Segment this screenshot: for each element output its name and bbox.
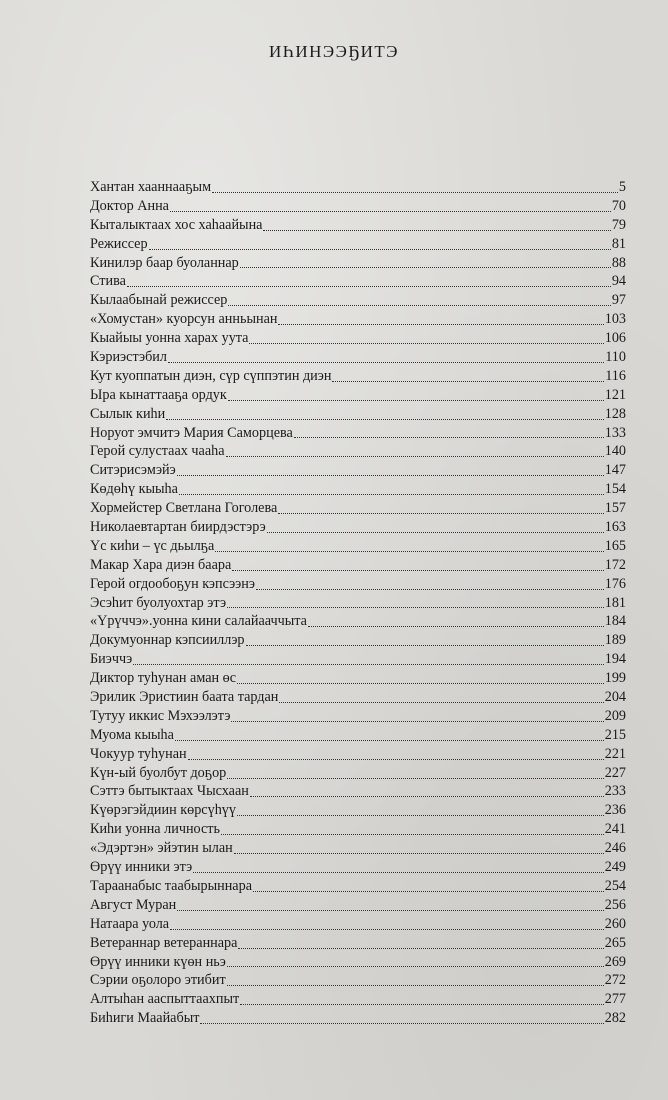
toc-entry-title: Кыайыы уонна харах уута [90,330,249,347]
toc-entry-title: Кыталыктаах хос хаһаайына [90,216,263,233]
toc-entry-title: Сэрии оҕолоро этибит [90,972,226,989]
toc-entry-title: Чокуур туһунан [90,745,187,762]
toc-entry [90,631,626,650]
toc-entry [90,801,626,820]
toc-entry-page: 172 [604,556,626,573]
toc-entry-page: 154 [604,481,626,498]
toc-dot-leader [253,891,604,892]
toc-entry-page: 70 [611,197,626,214]
toc-dot-leader [133,664,604,665]
toc-entry [90,348,626,367]
toc-entry [90,839,626,858]
toc-dot-leader [237,683,604,684]
toc-entry-page: 97 [611,292,626,309]
toc-dot-leader [179,494,604,495]
toc-entry-page: 215 [604,726,626,743]
toc-dot-leader [212,192,618,193]
toc-dot-leader [279,702,603,703]
toc-entry-page: 277 [604,991,626,1008]
toc-entry [90,858,626,877]
toc-entry-page: 133 [604,424,626,441]
toc-dot-leader [294,437,604,438]
toc-entry-page: 165 [604,537,626,554]
toc-entry-page: 128 [604,405,626,422]
toc-entry [90,310,626,329]
toc-dot-leader [246,645,604,646]
toc-dot-leader [228,400,604,401]
toc-entry-title: Өрүү инники күөн ньэ [90,953,226,970]
toc-dot-leader [221,834,604,835]
toc-entry-page: 81 [611,235,626,252]
toc-dot-leader [308,626,604,627]
toc-dot-leader [193,872,604,873]
toc-entry [90,367,626,386]
toc-entry [90,688,626,707]
page-title: ИҺИНЭЭҔИТЭ [269,42,399,61]
toc-dot-leader [256,589,604,590]
toc-entry-title: Натаара уола [90,915,170,932]
toc-entry-title: Ситэрисэмэйэ [90,462,176,479]
toc-entry-title: Үс киһи – үс дьылҕа [90,537,215,554]
toc-entry [90,915,626,934]
toc-entry-title: Эрилик Эристиин баата тардан [90,689,279,706]
toc-entry-title: «Хомустан» куорсун анньынан [90,311,278,328]
toc-entry-page: 116 [605,367,626,384]
toc-entry-page: 204 [604,689,626,706]
toc-entry-page: 176 [604,575,626,592]
toc-entry-title: Герой огдообоҕун кэпсээнэ [90,575,255,592]
toc-entry [90,329,626,348]
toc-entry-page: 246 [604,840,626,857]
toc-entry-page: 282 [604,1010,626,1027]
toc-entry-page: 88 [611,254,626,271]
toc-entry [90,537,626,556]
toc-entry [90,386,626,405]
toc-entry [90,669,626,688]
toc-entry [90,556,626,575]
toc-entry [90,707,626,726]
toc-entry-page: 209 [604,707,626,724]
toc-dot-leader [278,513,603,514]
toc-entry-page: 110 [605,349,626,365]
toc-dot-leader [231,721,603,722]
toc-entry-page: 265 [604,934,626,951]
toc-entry [90,971,626,990]
toc-entry [90,405,626,424]
toc-dot-leader [267,532,604,533]
toc-entry [90,764,626,783]
toc-entry-title: «Үрүччэ».уонна кини салайааччыта [90,613,307,630]
toc-entry-title: Режиссер [90,235,148,252]
toc-entry [90,272,626,291]
toc-entry-page: 121 [604,386,626,403]
toc-entry [90,499,626,518]
toc-entry [90,990,626,1009]
toc-entry [90,461,626,480]
toc-entry [90,896,626,915]
toc-dot-leader [234,853,604,854]
toc-entry-title: Кылаабынай режиссер [90,292,228,309]
toc-entry-title: Муома кыыһа [90,726,174,743]
toc-dot-leader [175,740,604,741]
toc-dot-leader [249,343,603,344]
toc-entry [90,235,626,254]
toc-entry-page: 157 [604,500,626,517]
toc-entry [90,820,626,839]
toc-dot-leader [226,456,604,457]
toc-dot-leader [250,796,604,797]
toc-entry-page: 181 [604,594,626,611]
toc-entry-page: 147 [604,462,626,479]
toc-dot-leader [177,910,603,911]
toc-entry [90,254,626,273]
toc-entry-page: 233 [604,783,626,800]
toc-entry-title: Диктор туһунан аман өс [90,670,237,687]
toc-entry-title: Хантан хааннааҕым [90,178,212,195]
toc-dot-leader [227,985,604,986]
toc-entry-page: 221 [604,745,626,762]
toc-entry [90,424,626,443]
toc-entry-title: Тараанабыс таабырыннара [90,877,252,894]
toc-entry-title: Кэриэстэбил [90,349,167,365]
toc-entry-title: Биэччэ [90,651,133,668]
toc-dot-leader [170,211,611,212]
toc-dot-leader [238,948,603,949]
toc-dot-leader [177,475,604,476]
toc-dot-leader [237,815,604,816]
toc-entry-page: 260 [604,915,626,932]
toc-entry-title: Биһиги Маайабыт [90,1010,200,1027]
toc-entry [90,934,626,953]
toc-entry [90,442,626,461]
toc-dot-leader [278,324,603,325]
toc-entry-title: Алтыһан ааспыттаахпыт [90,991,240,1008]
toc-entry-page: 249 [604,859,626,876]
toc-entry [90,1009,626,1028]
toc-dot-leader [240,267,611,268]
toc-dot-leader [149,249,611,250]
toc-entry-page: 256 [604,896,626,913]
toc-entry-title: Кут куоппатын диэн, сүр сүппэтин диэн [90,367,332,384]
toc-entry-page: 106 [604,330,626,347]
toc-entry [90,291,626,310]
toc-entry [90,612,626,631]
toc-entry-title: Сылык киһи [90,405,166,422]
toc-entry-title: Күөрэгэйдиин көрсүһүү [90,802,236,819]
toc-entry-page: 194 [604,651,626,668]
toc-entry-page: 241 [604,821,626,838]
toc-entry-page: 79 [611,216,626,233]
toc-entry-page: 272 [604,972,626,989]
toc-entry [90,726,626,745]
toc-entry-page: 227 [604,764,626,781]
toc-entry-title: Өрүү инники этэ [90,859,193,876]
toc-dot-leader [168,362,604,363]
toc-entry-title: Көдөһү кыыһа [90,481,178,498]
toc-entry [90,518,626,537]
toc-entry-page: 189 [604,632,626,649]
toc-dot-leader [263,230,610,231]
toc-entry-page: 163 [604,519,626,536]
toc-entry-page: 254 [604,877,626,894]
toc-dot-leader [228,305,610,306]
toc-dot-leader [227,966,604,967]
toc-entry-page: 199 [604,670,626,687]
toc-dot-leader [227,778,603,779]
toc-entry-title: Киһи уонна личность [90,821,220,838]
toc-entry [90,594,626,613]
toc-entry [90,783,626,802]
toc-entry [90,197,626,216]
toc-dot-leader [332,381,604,382]
toc-dot-leader [200,1023,603,1024]
toc-entry-page: 184 [604,613,626,630]
table-of-contents [90,178,626,1028]
toc-entry-page: 269 [604,953,626,970]
toc-entry-title: Норуот эмчитэ Мария Саморцева [90,424,293,441]
toc-entry [90,650,626,669]
toc-entry-title: Николаевтартан биирдэстэрэ [90,519,266,536]
toc-entry [90,178,626,197]
toc-entry-title: Эсэһит буолуохтар этэ [90,594,227,611]
toc-entry [90,877,626,896]
toc-dot-leader [232,570,603,571]
toc-entry [90,953,626,972]
toc-entry [90,575,626,594]
toc-entry-title: Август Муран [90,896,177,913]
toc-entry-title: Хормейстер Светлана Гоголева [90,500,278,517]
toc-dot-leader [188,759,604,760]
toc-entry-page: 103 [604,311,626,328]
toc-dot-leader [240,1004,604,1005]
toc-entry-title: Сэттэ бытыктаах Чысхаан [90,783,249,800]
toc-dot-leader [215,551,603,552]
toc-entry-page: 236 [604,802,626,819]
toc-dot-leader [227,607,604,608]
toc-dot-leader [170,929,604,930]
toc-entry-title: «Эдэртэн» эйэтин ылан [90,840,233,857]
toc-entry-title: Кинилэр баар буоланнар [90,254,239,271]
toc-entry-title: Тутуу иккис Мэхээлэтэ [90,707,231,724]
toc-entry-title: Герой сулустаах чааһа [90,443,225,460]
toc-entry-title: Ыра кынаттааҕа ордук [90,386,227,403]
toc-entry-title: Ветераннар ветераннара [90,934,238,951]
toc-entry-title: Макар Хара диэн баара [90,556,232,573]
toc-entry-title: Стива [90,273,126,290]
toc-entry-title: Докумуоннар кэпсииллэр [90,632,245,649]
toc-entry-page: 140 [604,443,626,460]
toc-dot-leader [166,419,604,420]
toc-entry [90,480,626,499]
toc-entry-title: Күн-ый буолбут доҕор [90,764,227,781]
toc-dot-leader [127,286,611,287]
toc-entry [90,745,626,764]
toc-entry-title: Доктор Анна [90,197,169,214]
toc-entry-page: 94 [611,273,626,290]
toc-entry-page: 5 [618,178,626,195]
toc-entry [90,216,626,235]
